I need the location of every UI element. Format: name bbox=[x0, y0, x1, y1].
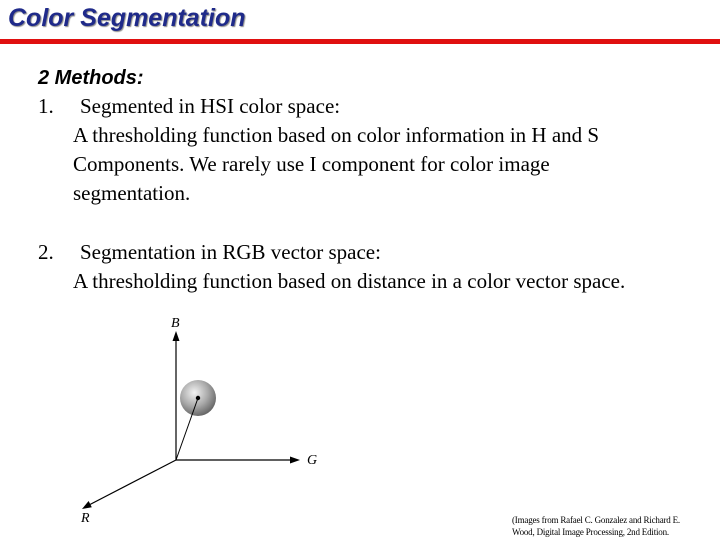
description-line: A thresholding function based on color information in H and S bbox=[73, 123, 600, 147]
description-line: A thresholding function based on distance in a color vector space. bbox=[73, 269, 626, 293]
credit-line: Wood, Digital Image Processing, 2nd Edition. bbox=[512, 527, 669, 537]
method-heading: Segmentation in RGB vector space: bbox=[80, 240, 381, 264]
sphere-center-point bbox=[196, 396, 200, 400]
method-description bbox=[73, 267, 625, 296]
axis-label-r: R bbox=[81, 511, 90, 526]
description-line: segmentation. bbox=[73, 181, 191, 205]
methods-heading: 2 Methods: bbox=[38, 67, 144, 89]
b-axis bbox=[173, 331, 180, 460]
method-heading: Segmented in HSI color space: bbox=[80, 94, 341, 118]
description-line: Components. We rarely use I component for color image bbox=[73, 152, 550, 176]
image-credit bbox=[512, 514, 680, 538]
axis-label-b: B bbox=[171, 316, 180, 331]
r-axis bbox=[82, 460, 176, 509]
method-description bbox=[73, 121, 599, 208]
slide-title: Color Segmentation bbox=[8, 4, 246, 32]
g-axis bbox=[176, 457, 300, 464]
title-divider bbox=[0, 39, 720, 44]
method-number: 1. bbox=[38, 94, 54, 118]
rgb-vector-space-diagram bbox=[70, 305, 330, 530]
credit-line: (Images from Rafael C. Gonzalez and Richard E. bbox=[512, 515, 680, 525]
axis-label-g: G bbox=[307, 453, 318, 468]
method-number: 2. bbox=[38, 240, 54, 264]
